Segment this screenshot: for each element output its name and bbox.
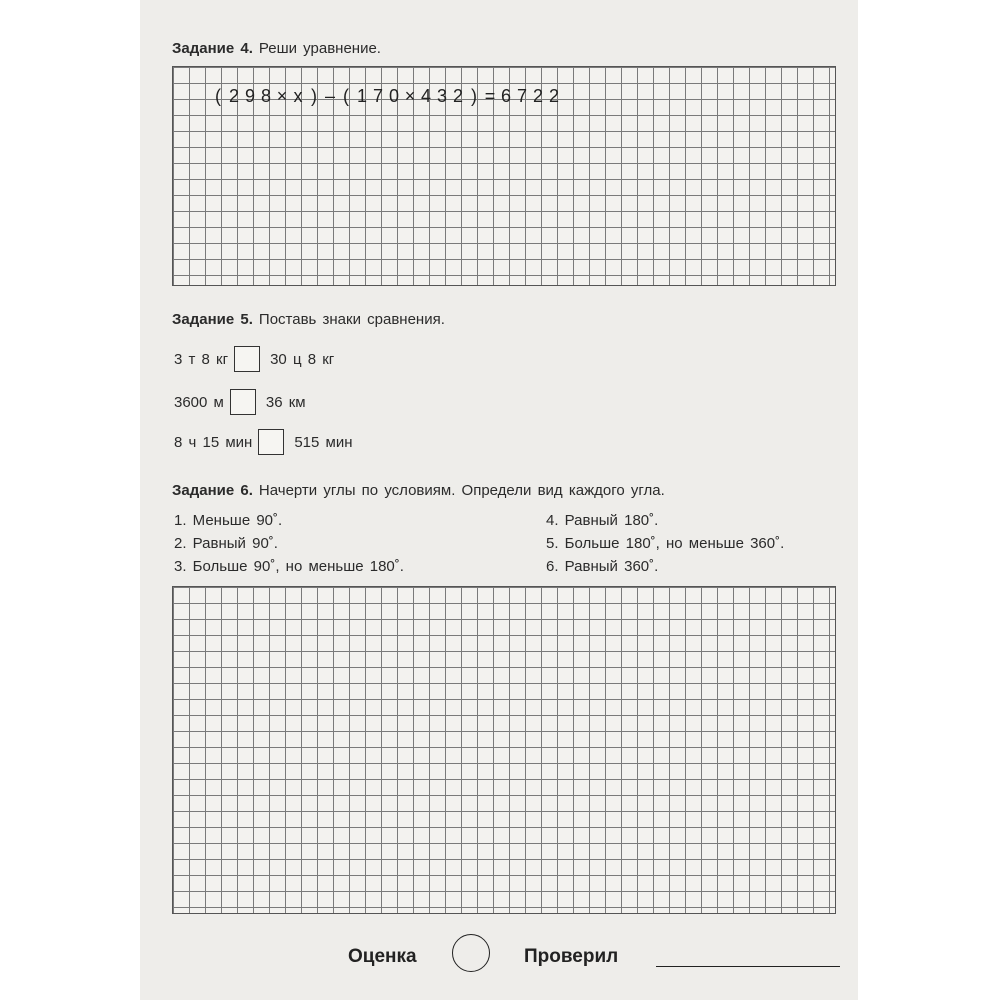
equation-symbol: –: [324, 86, 335, 106]
comparison-right: 36 км: [265, 393, 306, 411]
comparison-left: 3600 м: [174, 393, 224, 411]
angle-condition: 6. Равный 360˚.: [546, 558, 659, 575]
equation-symbol: =: [484, 86, 496, 106]
equation-symbol: ): [471, 86, 477, 106]
equation-symbol: 6: [500, 86, 511, 106]
equation-symbol: 1: [356, 86, 367, 106]
task4-title: [172, 40, 381, 57]
equation-symbol: 2: [452, 86, 463, 106]
comparison-row: [174, 429, 353, 455]
task6-label: Задание 6.: [172, 482, 253, 499]
equation-symbol: 7: [372, 86, 383, 106]
comparison-row: [174, 346, 334, 372]
angle-condition: 3. Больше 90˚, но меньше 180˚.: [174, 558, 404, 575]
comparison-answer-box[interactable]: [234, 346, 260, 372]
equation-symbol: 4: [420, 86, 431, 106]
comparison-row: [174, 389, 306, 415]
task6-title: [172, 482, 665, 499]
comparison-right: 515 мин: [294, 433, 353, 451]
comparison-right: 30 ц 8 кг: [270, 350, 335, 368]
signature-line[interactable]: [656, 966, 840, 967]
angle-condition: 5. Больше 180˚, но меньше 360˚.: [546, 535, 785, 552]
equation-symbol: 8: [260, 86, 271, 106]
equation-symbol: 9: [244, 86, 255, 106]
task5-label: Задание 5.: [172, 311, 253, 328]
equation-symbol: 7: [516, 86, 527, 106]
equation-symbol: 2: [532, 86, 543, 106]
angle-condition: 1. Меньше 90˚.: [174, 512, 283, 529]
equation-symbol: x: [293, 86, 303, 106]
angle-condition: 2. Равный 90˚.: [174, 535, 278, 552]
task4-equation: [210, 86, 562, 106]
comparison-left: 8 ч 15 мин: [174, 433, 253, 451]
equation-symbol: ): [311, 86, 317, 106]
equation-symbol: 0: [388, 86, 399, 106]
equation-symbol: ×: [404, 86, 416, 106]
grade-label: Оценка: [348, 946, 417, 967]
comparison-answer-box[interactable]: [230, 389, 256, 415]
equation-symbol: 2: [228, 86, 239, 106]
equation-symbol: 2: [548, 86, 559, 106]
task5-instruction: Поставь знаки сравнения.: [258, 311, 445, 328]
task4-label: Задание 4.: [172, 40, 253, 57]
task5-title: [172, 311, 445, 328]
grade-circle[interactable]: [452, 934, 490, 972]
angle-condition: 4. Равный 180˚.: [546, 512, 659, 529]
equation-symbol: (: [215, 86, 221, 106]
task4-instruction: Реши уравнение.: [258, 40, 381, 57]
task6-drawing-grid[interactable]: [172, 586, 836, 914]
comparison-left: 3 т 8 кг: [174, 350, 229, 368]
equation-symbol: ×: [276, 86, 288, 106]
comparison-answer-box[interactable]: [258, 429, 284, 455]
equation-symbol: 3: [436, 86, 447, 106]
equation-symbol: (: [343, 86, 349, 106]
checked-by-label: Проверил: [524, 946, 619, 967]
task6-instruction: Начерти углы по условиям. Определи вид каждого угла.: [258, 482, 665, 499]
